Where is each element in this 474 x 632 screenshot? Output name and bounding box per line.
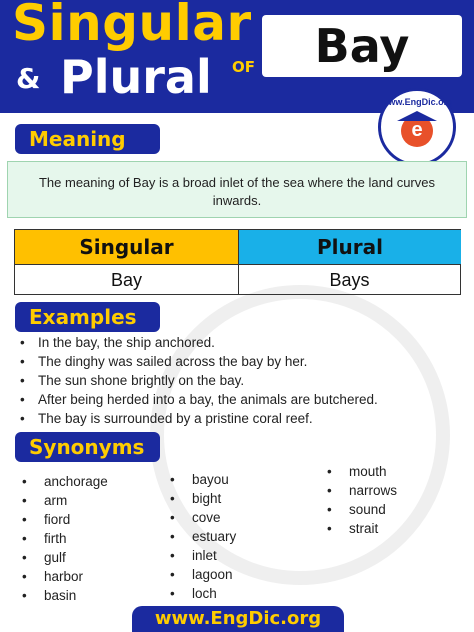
title-of: OF	[232, 58, 255, 76]
synonym-item: • inlet	[168, 546, 236, 565]
singular-plural-table	[14, 229, 461, 295]
synonyms-column-1	[20, 472, 108, 605]
engdic-logo	[378, 88, 456, 166]
synonym-item: • anchorage	[20, 472, 108, 491]
footer-url[interactable]: www.EngDic.org	[132, 606, 344, 632]
synonym-item: • basin	[20, 586, 108, 605]
plural-value: Bays	[238, 264, 460, 295]
title-plural: Plural	[60, 50, 212, 104]
meaning-heading: Meaning	[15, 124, 160, 154]
examples-heading: Examples	[15, 302, 160, 332]
synonym-item: • gulf	[20, 548, 108, 567]
examples-list	[18, 333, 378, 428]
synonym-item: • arm	[20, 491, 108, 510]
example-item: • The dinghy was sailed across the bay by her.	[18, 352, 378, 371]
synonym-item: • bayou	[168, 470, 236, 489]
headword: Bay	[314, 19, 410, 73]
synonym-item: • cove	[168, 508, 236, 527]
synonym-item: • firth	[20, 529, 108, 548]
synonym-item: • estuary	[168, 527, 236, 546]
logo-text: www.EngDic.org	[381, 97, 453, 107]
logo-e-icon: e	[411, 119, 423, 141]
synonyms-column-3	[325, 462, 397, 538]
example-item: • In the bay, the ship anchored.	[18, 333, 378, 352]
example-item: • The sun shone brightly on the bay.	[18, 371, 378, 390]
synonym-item: • fiord	[20, 510, 108, 529]
word-box	[262, 15, 462, 77]
synonym-item: • sound	[325, 500, 397, 519]
synonym-item: • strait	[325, 519, 397, 538]
synonym-item: • narrows	[325, 481, 397, 500]
synonyms-column-2	[168, 470, 236, 603]
meaning-text: The meaning of Bay is a broad inlet of the sea where the land curves inwards.	[7, 161, 467, 218]
example-item: • After being herded into a bay, the animals are butchered.	[18, 390, 378, 409]
plural-header: Plural	[238, 230, 461, 264]
title-ampersand: &	[16, 62, 41, 95]
synonym-item: • bight	[168, 489, 236, 508]
synonyms-heading: Synonyms	[15, 432, 160, 462]
synonym-item: • lagoon	[168, 565, 236, 584]
singular-header: Singular	[15, 230, 238, 264]
singular-value: Bay	[15, 264, 238, 295]
example-item: • The bay is surrounded by a pristine coral reef.	[18, 409, 378, 428]
title-singular: Singular	[12, 0, 252, 52]
synonym-item: • mouth	[325, 462, 397, 481]
synonym-item: • harbor	[20, 567, 108, 586]
synonym-item: • loch	[168, 584, 236, 603]
